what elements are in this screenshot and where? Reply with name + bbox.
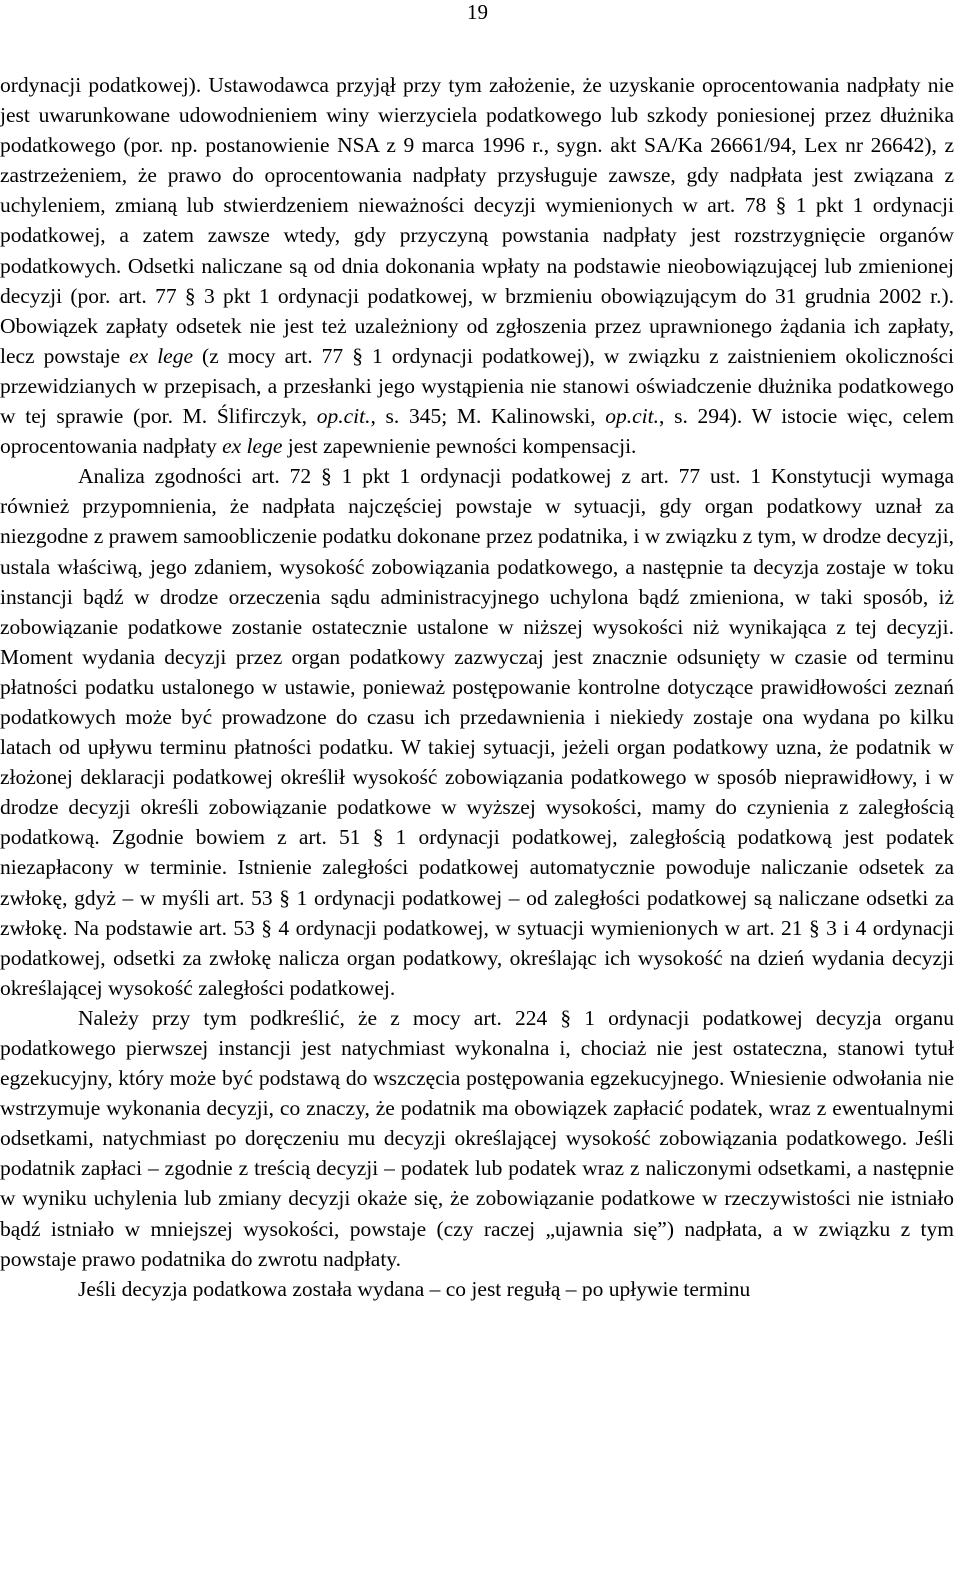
body-text	[0, 70, 954, 1304]
paragraph: ordynacji podatkowej). Ustawodawca przyjął przy tym założenie, że uzyskanie oprocentowania nadpłaty nie jest uwarunkowane udowodnieniem winy wierzyciela podatkowego lub szkody poniesionej przez dłużnika podatkowego (por. np. postanowienie NSA z 9 marca 1996 r., sygn. akt SA/Ka 26661/94, Lex nr 26642), z zastrzeżeniem, że prawo do oprocentowania nadpłaty przysługuje zawsze, gdy nadpłata jest związana z uchyleniem, zmianą lub stwierdzeniem nieważności decyzji wymienionych w art. 78 § 1 pkt 1 ordynacji podatkowej, a zatem zawsze wtedy, gdy przyczyną powstania nadpłaty jest rozstrzygnięcie organów podatkowych. Odsetki naliczane są od dnia dokonania wpłaty na podstawie nieobowiązującej lub zmienionej decyzji (por. art. 77 § 3 pkt 1 ordynacji podatkowej, w brzmieniu obowiązującym do 31 grudnia 2002 r.). Obowiązek zapłaty odsetek nie jest też uzależniony od zgłoszenia przez uprawnionego żądania ich zapłaty, lecz powstaje ex lege (z mocy art. 77 § 1 ordynacji podatkowej), w związku z zaistnieniem okoliczności przewidzianych w przepisach, a przesłanki jego wystąpienia nie stanowi oświadczenie dłużnika podatkowego w tej sprawie (por. M. Ślifirczyk, op.cit., s. 345; M. Kalinowski, op.cit., s. 294). W istocie więc, celem oprocentowania nadpłaty ex lege jest zapewnienie pewności kompensacji.	[0, 73, 954, 459]
page-number: 19	[467, 0, 488, 24]
paragraph: Jeśli decyzja podatkowa została wydana – co jest regułą – po upływie terminu	[78, 1276, 751, 1301]
paragraph: Analiza zgodności art. 72 § 1 pkt 1 ordynacji podatkowej z art. 77 ust. 1 Konstytucji wymaga również przypomnienia, że nadpłata najczęściej powstaje w sytuacji, gdy organ podatkowy uznał za niezgodne z prawem samoobliczenie podatku dokonane przez podatnika, i w związku z tym, w drodze decyzji, ustala właściwą, jego zdaniem, wysokość zobowiązania podatkowego, a następnie ta decyzja zostaje w toku instancji bądź w drodze orzeczenia sądu administracyjnego uchylona bądź zmieniona, w taki sposób, iż zobowiązanie podatkowe zostanie ostatecznie ustalone w niższej wysokości niż wynikająca z tej decyzji. Moment wydania decyzji przez organ podatkowy zazwyczaj jest znacznie odsunięty w czasie od terminu płatności podatku ustalonego w ustawie, ponieważ postępowanie kontrolne dotyczące prawidłowości zeznań podatkowych może być prowadzone do czasu ich przedawnienia i niekiedy zostaje ona wydana po kilku latach od upływu terminu płatności podatku. W takiej sytuacji, jeżeli organ podatkowy uzna, że podatnik w złożonej deklaracji podatkowej określił wysokość zobowiązania podatkowego w sposób nieprawidłowy, i w drodze decyzji określi zobowiązanie podatkowe w wyższej wysokości, mamy do czynienia z zaległością podatkową. Zgodnie bowiem z art. 51 § 1 ordynacji podatkowej, zaległością podatkową jest podatek niezapłacony w terminie. Istnienie zaległości podatkowej automatycznie powoduje naliczanie odsetek za zwłokę, gdyż – w myśli art. 53 § 1 ordynacji podatkowej – od zaległości podatkowej są naliczane odsetki za zwłokę. Na podstawie art. 53 § 4 ordynacji podatkowej, w sytuacji wymienionych w art. 21 § 3 i 4 ordynacji podatkowej, odsetki za zwłokę nalicza organ podatkowy, określając ich wysokość na dzień wydania decyzji określającej wysokość zaległości podatkowej.	[0, 464, 954, 1000]
paragraph: Należy przy tym podkreślić, że z mocy art. 224 § 1 ordynacji podatkowej decyzja organu podatkowego pierwszej instancji jest natychmiast wykonalna i, chociaż nie jest ostateczna, stanowi tytuł egzekucyjny, który może być podstawą do wszczęcia postępowania egzekucyjnego. Wniesienie odwołania nie wstrzymuje wykonania decyzji, co znaczy, że podatnik ma obowiązek zapłacić podatek, wraz z ewentualnymi odsetkami, natychmiast po doręczeniu mu decyzji określającej wysokość zobowiązania podatkowego. Jeśli podatnik zapłaci – zgodnie z treścią decyzji – podatek lub podatek wraz z naliczonymi odsetkami, a następnie w wyniku uchylenia lub zmiany decyzji okaże się, że zobowiązanie podatkowe w rzeczywistości nie istniało bądź istniało w mniejszej wysokości, powstaje (czy raczej „ujawnia się”) nadpłata, a w związku z tym powstaje prawo podatnika do zwrotu nadpłaty.	[0, 1005, 954, 1271]
